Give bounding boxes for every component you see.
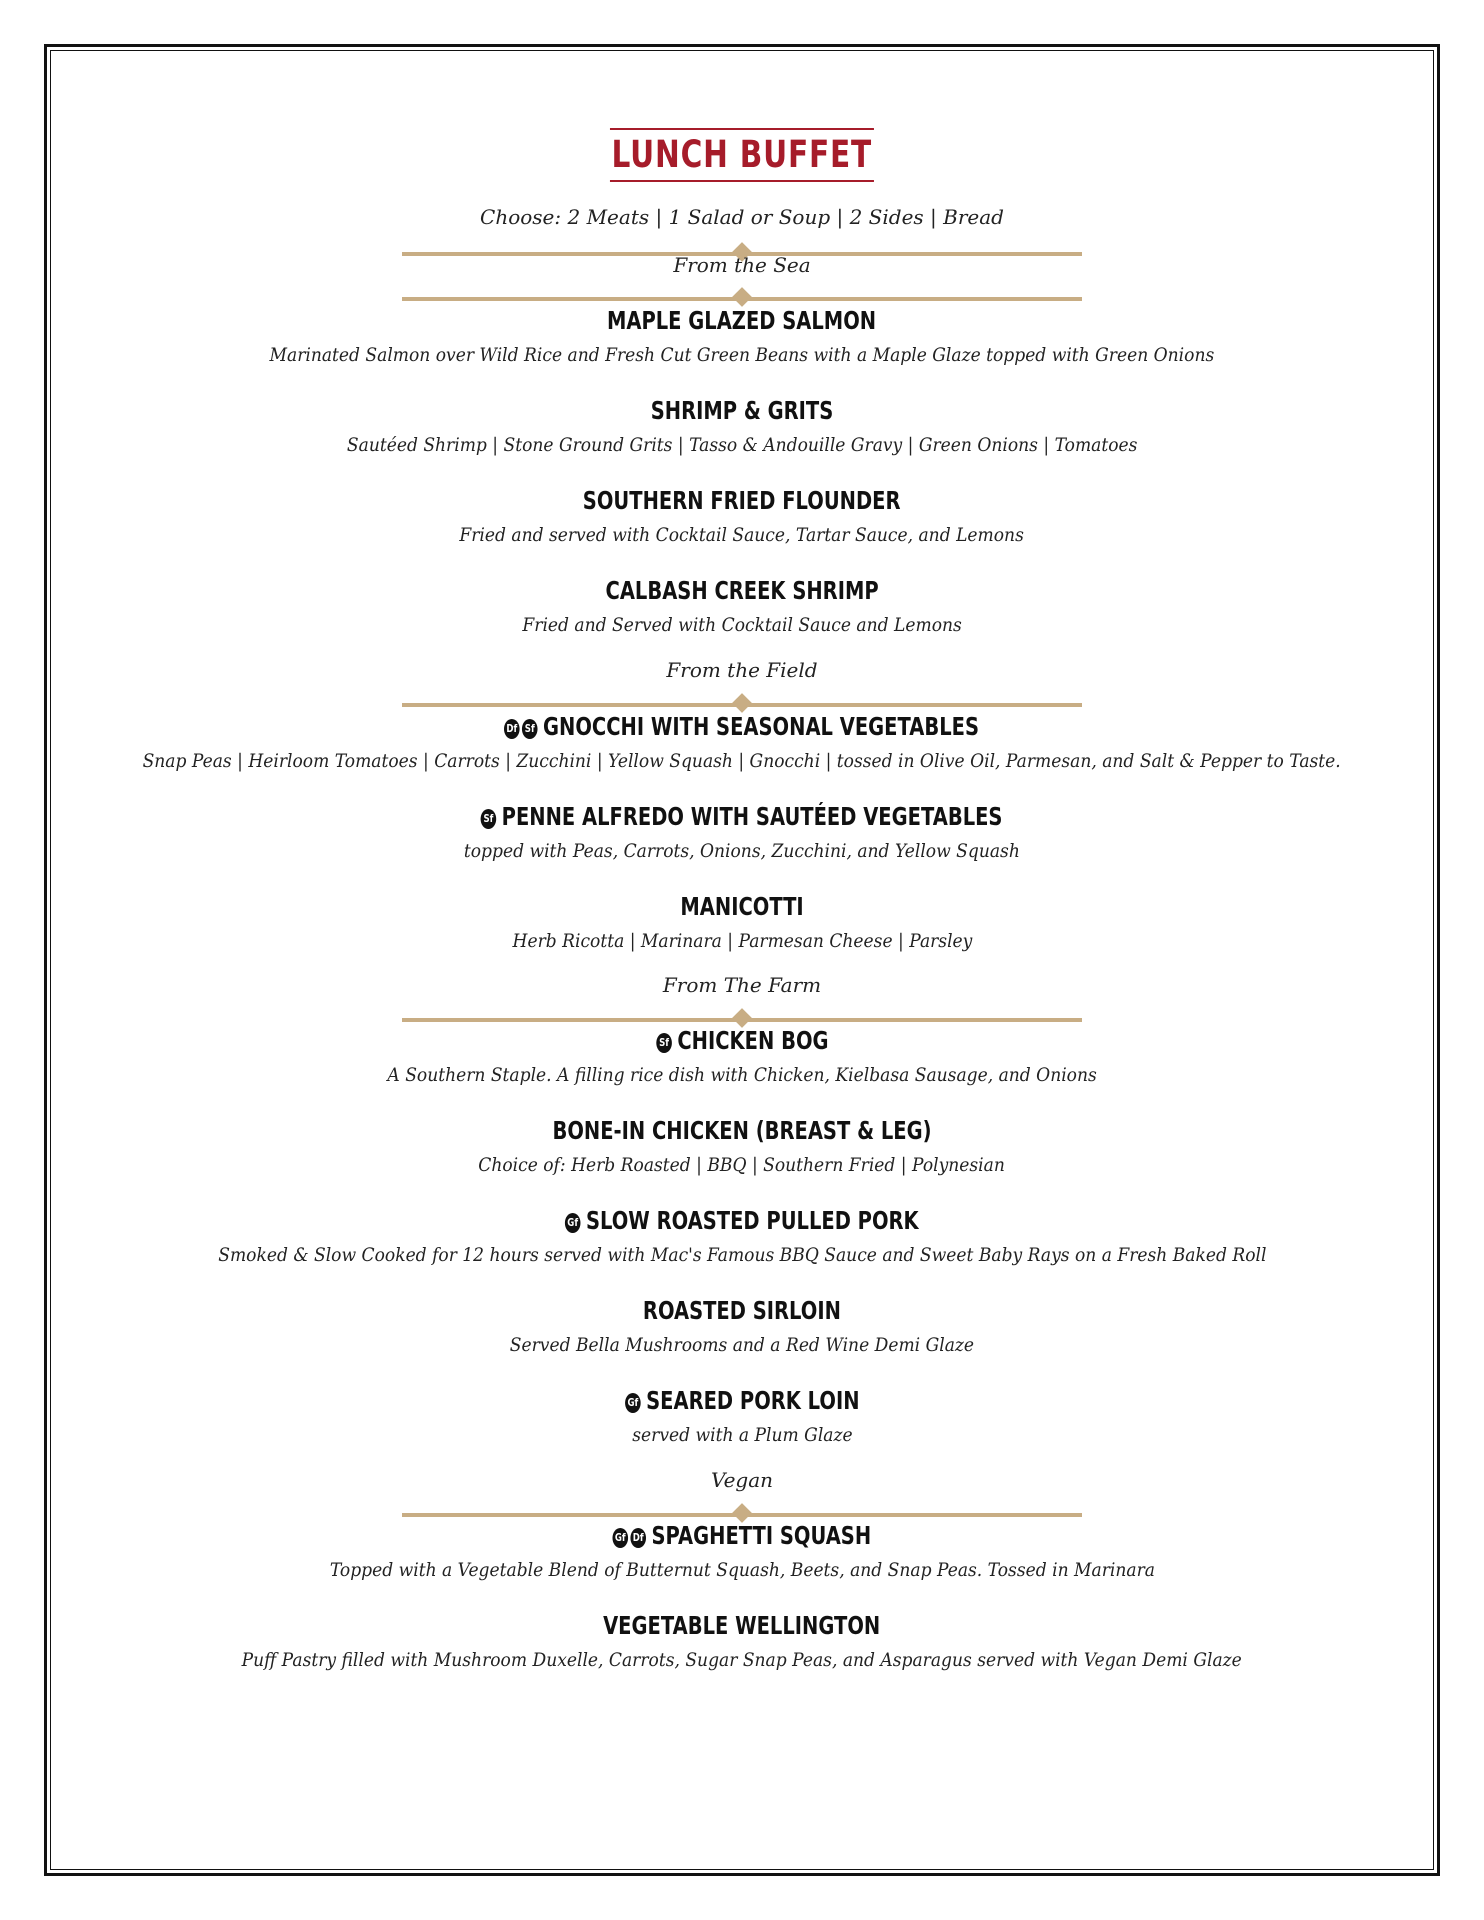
menu-title: LUNCH BUFFET [610,128,874,182]
section-divider [402,703,1082,707]
section-divider [402,297,1082,301]
shellfish-free-badge: Sf [522,719,538,739]
menu-item-name: Sf CHICKEN BOG [50,1025,1434,1057]
menu-item-description: Choice of: Herb Roasted | BBQ | Southern Fried | Polynesian [478,1154,1006,1176]
menu-item-description: topped with Peas, Carrots, Onions, Zucchini, and Yellow Squash [464,840,1020,862]
section-divider [402,1513,1082,1517]
menu-item-description: Fried and served with Cocktail Sauce, Tartar Sauce, and Lemons [459,524,1025,546]
shellfish-free-badge: Sf [656,1033,672,1053]
shellfish-free-badge: Sf [481,809,497,829]
menu-item-name: Gf Df SPAGHETTI SQUASH [50,1520,1434,1552]
menu-subtitle: Choose: 2 Meats | 1 Salad or Soup | 2 Sides | Bread [480,205,1004,229]
section-label-vegan: Vegan [710,1468,774,1492]
menu-item-name: Sf PENNE ALFREDO WITH SAUTÉED VEGETABLES [50,801,1434,833]
menu-item-name: Gf SLOW ROASTED PULLED PORK [50,1205,1434,1237]
menu-item-description: Topped with a Vegetable Blend of Butternut Squash, Beets, and Snap Peas. Tossed in Marinara [329,1559,1155,1581]
menu-title-block [50,128,1434,182]
menu-item-description: Sautéed Shrimp | Stone Ground Grits | Tasso & Andouille Gravy | Green Onions | Tomatoes [346,434,1138,456]
section-label-sea: From the Sea [673,253,811,277]
menu-item-name: MAPLE GLAZED SALMON [607,306,877,335]
menu-item-description: Puff Pastry filled with Mushroom Duxelle, Carrots, Sugar Snap Peas, and Asparagus served with Vegan Demi Glaze [241,1649,1243,1671]
menu-item-name: CALBASH CREEK SHRIMP [605,576,879,605]
section-divider [402,1018,1082,1022]
section-label-field: From the Field [666,658,818,682]
menu-item-name: ROASTED SIRLOIN [642,1296,841,1325]
menu-item-name: Df Sf GNOCCHI WITH SEASONAL VEGETABLES [50,711,1434,743]
menu-item-description: A Southern Staple. A filling rice dish with Chicken, Kielbasa Sausage, and Onions [387,1064,1097,1086]
menu-item-name: VEGETABLE WELLINGTON [603,1611,881,1640]
menu-item-description: Herb Ricotta | Marinara | Parmesan Cheese | Parsley [512,930,972,952]
gluten-free-badge: Gf [565,1213,581,1233]
gluten-free-badge: Gf [613,1528,629,1548]
menu-item-description: Marinated Salmon over Wild Rice and Fresh Cut Green Beans with a Maple Glaze topped with Green Onions [269,344,1215,366]
menu-item-description: Smoked & Slow Cooked for 12 hours served with Mac's Famous BBQ Sauce and Sweet Baby Rays on a Fresh Baked Roll [217,1244,1267,1266]
menu-item-description: Fried and Served with Cocktail Sauce and Lemons [522,614,962,636]
menu-item-name: Gf SEARED PORK LOIN [50,1385,1434,1417]
gluten-free-badge: Gf [625,1393,641,1413]
dairy-free-badge: Df [631,1528,647,1548]
dairy-free-badge: Df [504,719,520,739]
menu-item-description: Served Bella Mushrooms and a Red Wine Demi Glaze [509,1334,975,1356]
section-label-farm: From The Farm [662,973,822,997]
menu-item-name: MANICOTTI [680,892,804,921]
menu-item-description: served with a Plum Glaze [631,1424,853,1446]
menu-item-name: SHRIMP & GRITS [650,396,834,425]
menu-item-name: BONE-IN CHICKEN (BREAST & LEG) [552,1116,932,1145]
menu-item-name: SOUTHERN FRIED FLOUNDER [583,486,901,515]
menu-item-description: Snap Peas | Heirloom Tomatoes | Carrots | Zucchini | Yellow Squash | Gnocchi | tossed in Olive Oil, Parmesan, and Salt & Pepper to Taste. [142,750,1342,772]
